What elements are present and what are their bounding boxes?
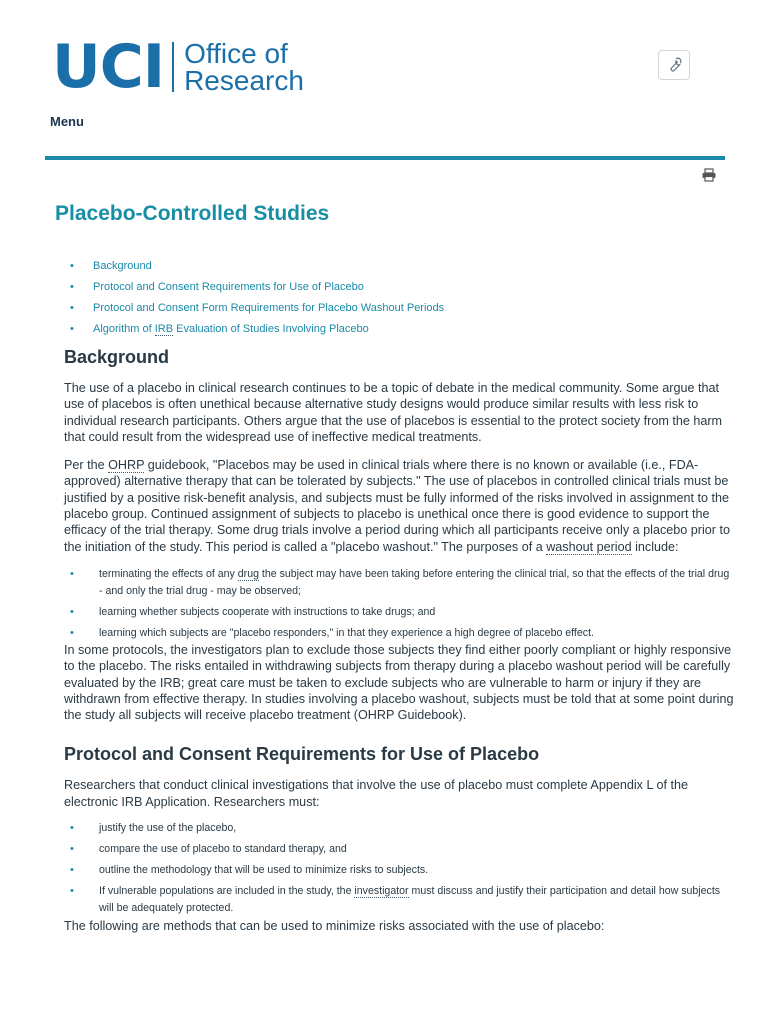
toc-link-irb-algorithm[interactable] xyxy=(70,319,444,340)
site-header xyxy=(0,0,768,160)
list-item: • justify the use of the placebo, xyxy=(70,820,734,837)
logo-line-1: Office of xyxy=(184,38,288,69)
list-item-text: terminating the effects of any xyxy=(99,567,238,580)
protocol-paragraph-1: Researchers that conduct clinical investigations that involve the use of placebo must complete Appendix L of the electronic IRB Application. Researchers must: xyxy=(64,778,688,809)
logo-wordmark xyxy=(184,40,304,94)
toc-label-part: Evaluation of Studies Involving Placebo xyxy=(173,323,369,335)
list-item-text: the subject may have been taking before entering the clinical trial, so that the effects of the trial drug - and only the trial drug - may be observed; xyxy=(99,567,730,597)
main-content xyxy=(64,344,734,934)
list-item: • compare the use of placebo to standard therapy, and xyxy=(70,841,734,858)
list-item: • learning whether subjects cooperate with instructions to take drugs; and xyxy=(70,604,734,621)
washout-purposes-list xyxy=(64,566,734,642)
page-title: Placebo-Controlled Studies xyxy=(55,202,330,225)
protocol-heading: Protocol and Consent Requirements for Use of Placebo xyxy=(64,744,540,765)
toc-label-part: Algorithm of xyxy=(93,323,155,335)
background-heading: Background xyxy=(64,347,170,367)
uci-office-of-research-logo[interactable] xyxy=(52,32,304,102)
list-item: • learning which subjects are "placebo responders," in that they experience a high degree of placebo effect. xyxy=(70,625,734,642)
paragraph-text: include: xyxy=(631,539,679,554)
background-paragraph-3: In some protocols, the investigators plan to exclude those subjects they find either poorly compliant or highly responsive to the placebo. The risks entailed in withdrawing subjects from therapy during a placebo washout period will be carefully evaluated by the IRB; great care must be taken to exclude subjects who are vulnerable to harm or injury if they are withdrawn from effective therapy. In studies involving a placebo washout, subjects must be told that at some point during the study all subjects will receive placebo treatment (OHRP Guidebook). xyxy=(64,642,734,723)
drug-term[interactable]: drug xyxy=(237,567,259,580)
tools-button[interactable] xyxy=(658,50,690,80)
ohrp-abbreviation[interactable]: OHRP xyxy=(108,458,145,473)
toc-link-washout-periods[interactable]: • Protocol and Consent Form Requirements for Placebo Washout Periods xyxy=(70,298,444,319)
irb-abbreviation[interactable]: IRB xyxy=(154,323,174,335)
list-item-text: If vulnerable populations are included in the study, the xyxy=(99,885,355,898)
background-paragraph-2 xyxy=(64,457,734,555)
toc-link-background[interactable]: • Background xyxy=(70,256,444,277)
print-button[interactable] xyxy=(701,168,717,182)
paragraph-text: guidebook, "Placebos may be used in clinical trials where there is no known or available (i.e., FDA-approved) alternative therapy that can be tolerated by subjects." The use of placebos in controlled clinical trials must be justified by a positive risk-benefit analysis, and subjects must be fully informed of the risks involved in assignment to the placebo group. Continued assignment of subjects to placebo is unethical once there is good evidence to support the efficacy of the trial therapy. Some drug trials involve a period during which all participants receive only a placebo prior to the initiation of the study. This period is called a "placebo washout." The purposes of a xyxy=(64,458,730,554)
logo-mark: UCI xyxy=(52,32,165,102)
paragraph-text: Per the xyxy=(64,458,109,473)
researcher-requirements-list xyxy=(64,820,734,917)
list-item xyxy=(70,883,734,917)
protocol-paragraph-2: The following are methods that can be used to minimize risks associated with the use of placebo: xyxy=(64,919,605,934)
print-icon xyxy=(701,168,717,182)
header-divider xyxy=(45,156,725,160)
table-of-contents xyxy=(70,256,444,340)
toc-link-protocol-consent-requirements[interactable]: • Protocol and Consent Requirements for Use of Placebo xyxy=(70,277,444,298)
washout-period-term[interactable]: washout period xyxy=(546,539,632,554)
logo-line-2: Research xyxy=(184,65,304,96)
wrench-icon xyxy=(665,56,683,74)
background-paragraph-1: The use of a placebo in clinical research continues to be a topic of debate in the medical community. Some argue that use of placebos is often unethical because alternative study designs would produce similar results with less risk to individual research participants. Others argue that the use of placebos is essential to the protect society from the harm that could result from the widespread use of ineffective medical treatments. xyxy=(64,381,723,444)
logo-divider xyxy=(172,42,174,92)
investigator-term[interactable]: investigator xyxy=(354,885,409,898)
list-item xyxy=(70,566,734,600)
list-item-text: must discuss and justify their participation and detail how subjects will be adequately protected. xyxy=(99,885,721,915)
menu-toggle[interactable]: Menu xyxy=(50,114,84,129)
list-item: • outline the methodology that will be used to minimize risks to subjects. xyxy=(70,862,734,879)
